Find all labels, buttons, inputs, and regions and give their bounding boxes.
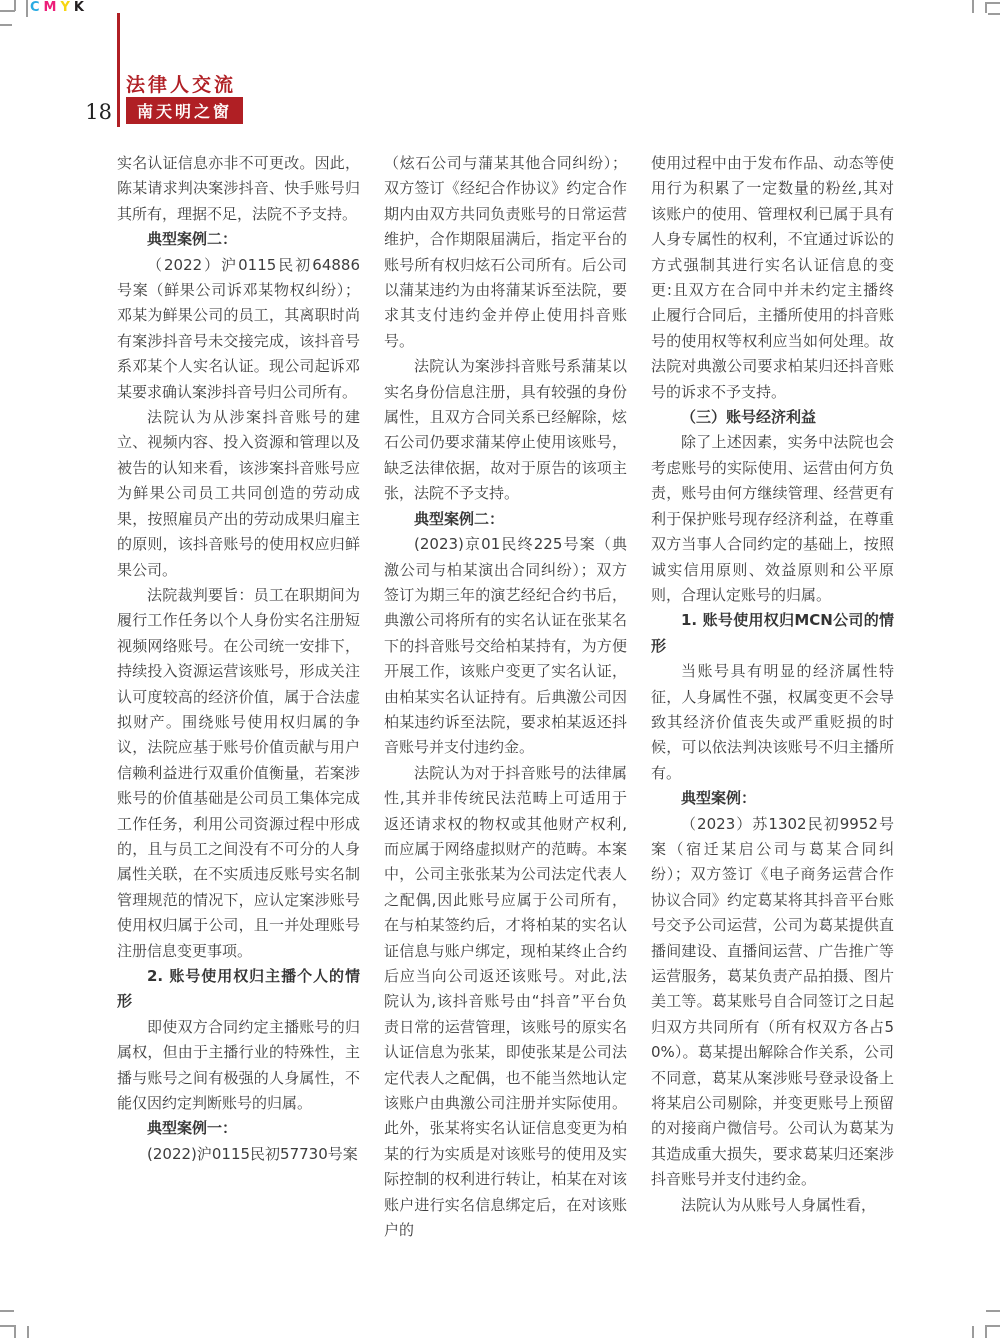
cmyk-letter-k: K [73,0,84,15]
crop-mark-top-left [26,0,28,17]
body-paragraph: (2023)京01民终225号案（典激公司与柏某演出合同纠纷）；双方签订为期三年的演艺经纪合约书后，典激公司将所有的实名认证在张某名下的抖音账号交给柏某持有，为方便开展工作，该账户变更了实名认证，由柏某实名认证持有。后典激公司因柏某违约诉至法院，要求柏某返还抖音账号并支付违约金。 [384,535,627,757]
body-paragraph: 实名认证信息亦非不可更改。因此，陈某请求判决案涉抖音、快手账号归其所有，理据不足，法院不予支持。 [117,154,360,223]
cmyk-letter-m: M [43,0,57,15]
body-paragraph: 当账号具有明显的经济属性特征，人身属性不强，权属变更不会导致其经济价值丧失或严重贬损的时候，可以依法判决该账号不归主播所有。 [651,662,894,782]
crop-mark-bottom-left [0,1310,14,1312]
body-paragraph: 法院认为案涉抖音账号系蒲某以实名身份信息注册，具有较强的身份属性，且双方合同关系已经解除，炫石公司仍要求蒲某停止使用该账号，缺乏法律依据，故对于原告的该项主张，法院不予支持。 [384,357,627,503]
crop-mark-bottom-right [985,1325,1000,1327]
body-paragraph: （2022）沪0115民初64886号案（鲜果公司诉邓某物权纠纷）；邓某为鲜果公司的员工，其离职时尚有案涉抖音号未交接完成，该抖音号系邓某个人实名认证。现公司起诉邓某要求确认案涉抖音号归公司所有。 [117,255,360,401]
column-title-label: 南天明之窗 [137,102,233,121]
cmyk-letter-c: C [30,0,40,15]
crop-mark-top-right [985,2,1000,4]
body-paragraph: 法院认为从账号人身属性看， [681,1195,877,1214]
cmyk-proof-strip [30,0,88,15]
crop-mark-bottom-left [27,1326,29,1338]
body-paragraph: 使用过程中由于发布作品、动态等使用行为积累了一定数量的粉丝,其对该账户的使用、管理权利已属于具有人身专属性的权利，不宜通过诉讼的方式强制其进行实名认证信息的变更:且双方在合同中并未约定主播终止履行合同后，主播所使用的抖音账号的使用权等权利应当如何处理。故法院对典激公司要求柏某归还抖音账号的诉求不予支持。 [651,154,894,401]
crop-mark-top-right [985,2,987,13]
crop-mark-bottom-left [0,1325,15,1327]
heading-paragraph: 典型案例： [681,789,757,808]
heading-paragraph: （三）账号经济利益 [681,408,817,427]
column-title-badge [126,97,243,124]
page-number: 18 [85,100,112,124]
crop-mark-top-right [972,0,974,13]
heading-paragraph: 典型案例一： [147,1119,238,1138]
text-column-2 [384,151,627,1243]
section-title: 法律人交流 [126,74,237,96]
crop-mark-bottom-right [986,1310,1000,1312]
crop-mark-top-left [14,0,16,11]
header-red-rule [117,13,120,127]
body-paragraph: （炫石公司与蒲某其他合同纠纷）；双方签订《经纪合作协议》约定合作期内由双方共同负责账号的日常运营维护，合作期限届满后，指定平台的账号所有权归炫石公司所有。后公司以蒲某违约为由将蒲某诉至法院，要求其支付违约金并停止使用抖音账号。 [384,154,627,350]
heading-paragraph: 2. 账号使用权归主播个人的情形 [117,967,360,1011]
article-body [117,151,894,1243]
body-paragraph: 法院认为对于抖音账号的法律属性,其并非传统民法范畴上可适用于返还请求权的物权或其他财产权利,而应属于网络虚拟财产的范畴。本案中，公司主张张某为公司法定代表人之配偶,因此账号应属于公司所有，在与柏某签约后，才将柏某的实名认证信息与账户绑定，现柏某终止合约后应当向公司返还该账号。对此,法院认为,该抖音账号由“抖音”平台负责日常的运营管理，该账号的原实名认证信息为张某，即使张某是公司法定代表人之配偶，也不能当然地认定该账户由典激公司注册并实际使用。此外，张某将实名认证信息变更为柏某的行为实质是对该账号的使用及实际控制的权利进行转让，柏某在对该账户进行实名信息绑定后，在对该账户的 [384,763,627,1240]
body-paragraph: 即使双方合同约定主播账号的归属权，但由于主播行业的特殊性，主播与账号之间有极强的人身属性，不能仅因约定判断账号的归属。 [117,1017,360,1113]
text-column-3 [651,151,894,1243]
heading-paragraph: 典型案例二： [414,509,505,528]
heading-paragraph: 1. 账号使用权归MCN公司的情形 [651,611,894,655]
crop-mark-top-right [988,13,1000,15]
crop-mark-top-left [0,10,15,12]
crop-mark-bottom-left [14,1325,16,1338]
body-paragraph: 法院认为从涉案抖音账号的建立、视频内容、投入资源和管理以及被告的认知来看，该涉案抖音账号应为鲜果公司员工共同创造的劳动成果，按照雇员产出的劳动成果归雇主的原则，该抖音账号的使用权应归鲜果公司。 [117,408,360,579]
body-paragraph: (2022)沪0115民初57730号案 [147,1144,358,1163]
crop-mark-top-left [0,24,12,26]
text-column-1 [117,151,360,1243]
crop-mark-bottom-right [972,1326,974,1338]
crop-mark-bottom-right [985,1325,987,1338]
body-paragraph: 法院裁判要旨：员工在职期间为履行工作任务以个人身份实名注册短视频网络账号。在公司统一安排下，持续投入资源运营该账号，形成关注认可度较高的经济价值，属于合法虚拟财产。围绕账号使用权归属的争议，法院应基于账号价值贡献与用户信赖利益进行双重价值衡量，若案涉账号的价值基础是公司员工集体完成工作任务，利用公司资源过程中形成的，且与员工之间没有不可分的人身属性关联，在不实质违反账号实名制管理规范的情况下，应认定案涉账号使用权归属于公司，且一并处理账号注册信息变更事项。 [117,585,360,960]
body-paragraph: 除了上述因素，实务中法院也会考虑账号的实际使用、运营由何方负责，账号由何方继续管理、经营更有利于保护账号现存经济利益，在尊重双方当事人合同约定的基础上，按照诚实信用原则、效益原则和公平原则，合理认定账号的归属。 [651,433,894,604]
heading-paragraph: 典型案例二： [147,230,238,249]
cmyk-letter-y: Y [60,0,70,15]
body-paragraph: （2023）苏1302民初9952号案（宿迁某启公司与葛某合同纠纷）；双方签订《电子商务运营合作协议合同》约定葛某将其抖音平台账号交予公司运营，公司为葛某提供直播间建设、直播间运营、广告推广等运营服务，葛某负责产品拍摄、图片美工等。葛某账号自合同签订之日起归双方共同所有（所有权双方各占50%）。葛某提出解除合作关系，公司不同意，葛某从案涉账号登录设备上将某启公司剔除，并变更账号上预留的对接商户微信号。公司认为葛某为其造成重大损失，要求葛某归还案涉抖音账号并支付违约金。 [651,814,894,1189]
